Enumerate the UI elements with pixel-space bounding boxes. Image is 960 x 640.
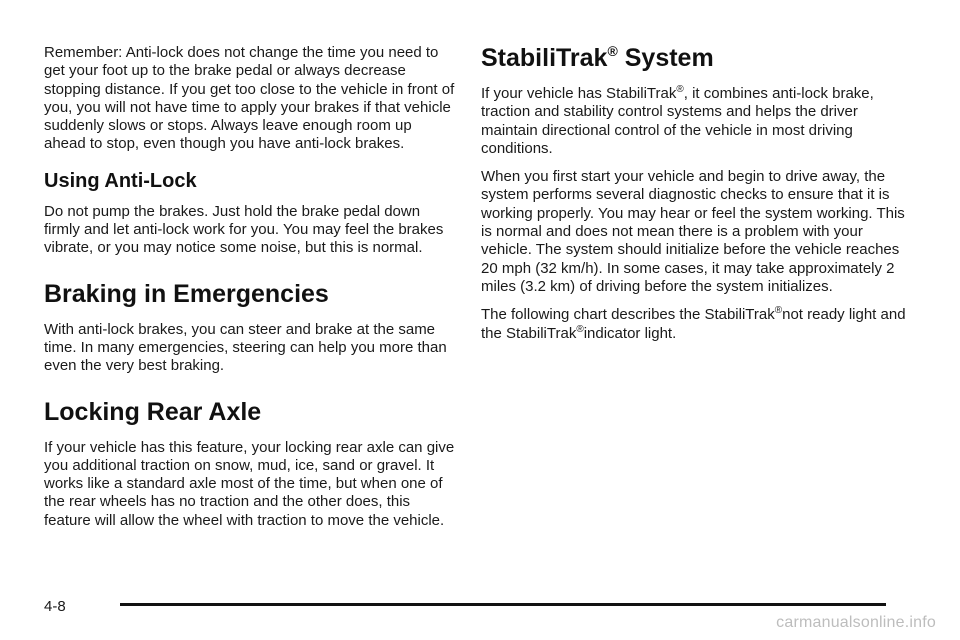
using-anti-lock-heading: Using Anti-Lock xyxy=(44,169,197,192)
braking-emergencies-paragraph: With anti-lock brakes, you can steer and brake at the same time. In many emergencies, steering can help you more than even the very best braking. xyxy=(44,320,447,375)
stabilitrak-intro-paragraph xyxy=(481,85,911,158)
chart-text-c: indicator light. xyxy=(583,324,677,342)
left-column xyxy=(44,44,456,540)
right-column xyxy=(481,44,911,353)
stabilitrak-intro-text-a: If your vehicle has StabiliTrak xyxy=(481,85,677,102)
stabilitrak-chart-paragraph xyxy=(481,306,911,343)
registered-mark: ® xyxy=(576,323,584,335)
stabilitrak-heading xyxy=(481,44,911,73)
stabilitrak-intro-text-b: , it combines anti-lock brake, traction and stability control systems and helps the driver maintain directional control of the vehicle in most driving conditions. xyxy=(481,85,874,157)
stabilitrak-heading-rest: System xyxy=(624,44,714,72)
intro-paragraph: Remember: Anti-lock does not change the time you need to get your foot up to the brake pedal or always decrease stopping distance. If you get too close to the vehicle in front of you, you will not have time to apply your brakes if that vehicle suddenly slows or stops. Always leave enough room up ahead to stop, even though you have anti-lock brakes. xyxy=(44,44,455,153)
locking-rear-axle-heading: Locking Rear Axle xyxy=(44,397,262,426)
stabilitrak-diagnostics-paragraph: When you first start your vehicle and begin to drive away, the system performs several diagnostic checks to ensure that it is working properly. You may hear or feel the system working. This is normal and does not mean there is a problem with your vehicle. The system should initialize before the vehicle reaches 20 mph (32 km/h). In some cases, it may take approximately 2 miles (3.2 km) of driving before the system initializes. xyxy=(481,168,905,295)
registered-mark: ® xyxy=(676,84,684,95)
watermark: carmanualsonline.info xyxy=(776,614,936,631)
page-number: 4-8 xyxy=(44,598,66,615)
chart-text-b: not ready light and the StabiliTrak xyxy=(481,306,906,342)
footer-rule xyxy=(120,603,886,606)
registered-mark: ® xyxy=(774,305,783,317)
locking-rear-axle-paragraph: If your vehicle has this feature, your locking rear axle can give you additional traction on snow, mud, ice, sand or gravel. It works like a standard axle most of the time, but when one of the rear wheels has no traction and the other does, this feature will allow the wheel with traction to move the vehicle. xyxy=(44,438,455,529)
chart-text-a: The following chart describes the StabiliTrak xyxy=(481,306,775,324)
braking-emergencies-heading: Braking in Emergencies xyxy=(44,279,329,308)
registered-mark: ® xyxy=(607,43,618,59)
using-anti-lock-paragraph: Do not pump the brakes. Just hold the brake pedal down firmly and let anti-lock work for you. You may feel the brakes vibrate, or you may notice some noise, but this is normal. xyxy=(44,202,444,257)
stabilitrak-heading-brand: StabiliTrak xyxy=(481,44,608,72)
